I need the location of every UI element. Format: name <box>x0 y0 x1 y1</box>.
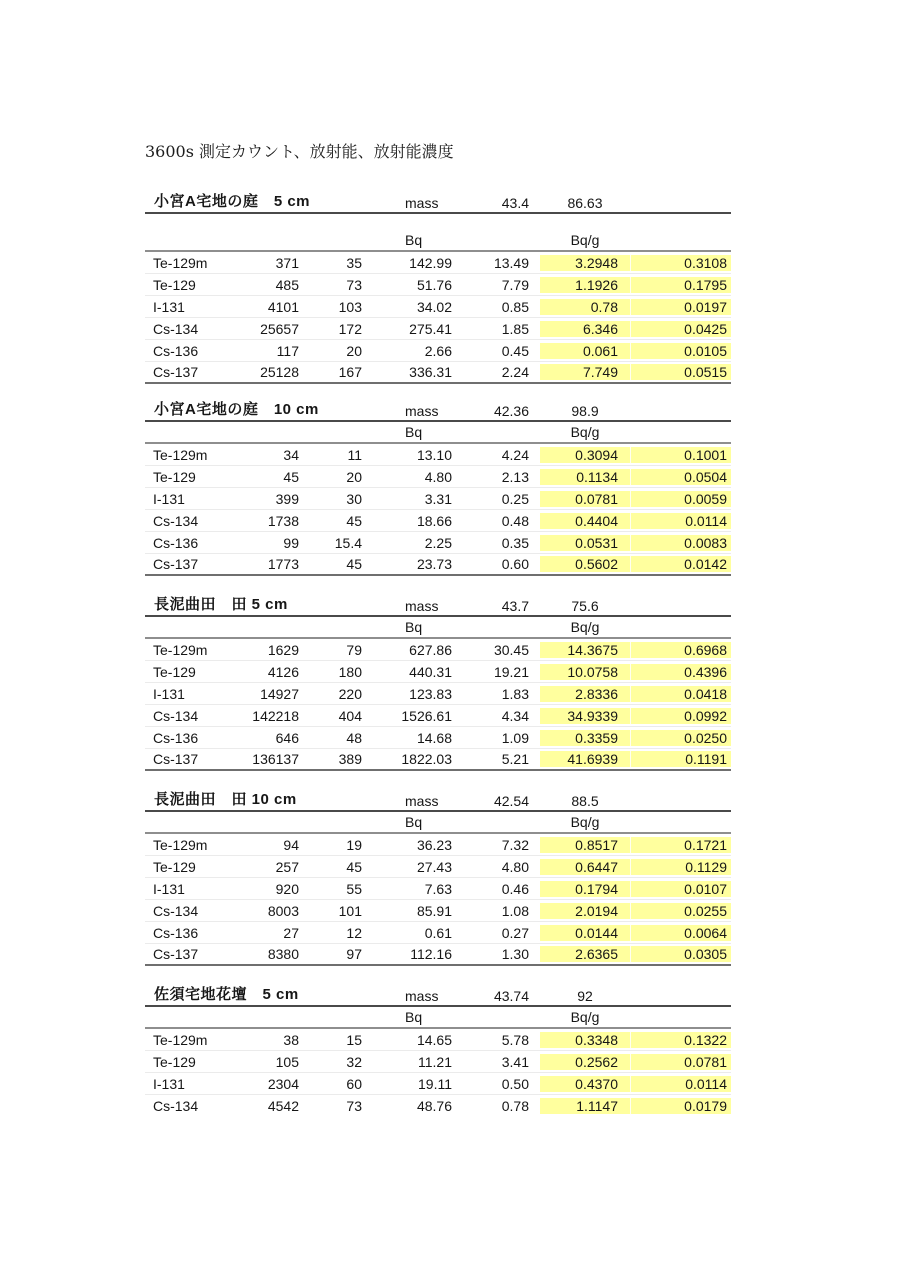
bq-value: 27.43 <box>416 858 452 875</box>
mass-value-1: 43.74 <box>493 988 529 1004</box>
counts-value: 485 <box>275 276 299 293</box>
counts-error-value: 60 <box>346 1075 362 1092</box>
bq-per-g-error-value: 0.0515 <box>630 364 731 380</box>
bq-per-g-unit-label: Bq/g <box>570 619 600 635</box>
bq-per-g-value: 6.346 <box>540 321 630 337</box>
bq-per-g-value: 0.3359 <box>540 730 630 746</box>
bq-per-g-error-value: 0.1322 <box>630 1032 731 1048</box>
counts-error-value: 15.4 <box>334 534 362 551</box>
bq-unit-label: Bq <box>405 232 423 248</box>
units-row <box>145 617 731 639</box>
counts-error-value: 45 <box>346 556 362 572</box>
nuclide-label: I-131 <box>153 298 185 315</box>
table-row <box>145 488 731 510</box>
bq-per-g-value: 0.1134 <box>540 469 630 485</box>
counts-value: 45 <box>283 468 299 485</box>
table-row <box>145 466 731 488</box>
counts-value: 105 <box>275 1053 299 1070</box>
bq-per-g-error-value: 0.0305 <box>630 946 731 962</box>
bq-error-value: 0.60 <box>501 556 529 572</box>
counts-error-value: 45 <box>346 512 362 529</box>
bq-unit-label: Bq <box>405 814 423 830</box>
mass-value-2: 75.6 <box>571 598 599 614</box>
counts-error-value: 12 <box>346 924 362 941</box>
counts-error-value: 48 <box>346 729 362 746</box>
bq-per-g-unit-label: Bq/g <box>570 232 600 248</box>
mass-label: mass <box>405 403 439 419</box>
table-row <box>145 683 731 705</box>
bq-value: 51.76 <box>416 276 452 293</box>
nuclide-label: Te-129m <box>153 641 208 658</box>
nuclide-label: Cs-136 <box>153 342 199 359</box>
bq-error-value: 5.21 <box>501 751 529 767</box>
counts-value: 136137 <box>252 751 299 767</box>
counts-value: 14927 <box>260 685 299 702</box>
bq-value: 85.91 <box>416 902 452 919</box>
counts-value: 1738 <box>267 512 299 529</box>
bq-value: 1526.61 <box>401 707 452 724</box>
bq-value: 4.80 <box>424 468 452 485</box>
bq-error-value: 19.21 <box>493 663 529 680</box>
nuclide-label: I-131 <box>153 685 185 702</box>
counts-error-value: 35 <box>346 254 362 271</box>
bq-error-value: 2.24 <box>501 364 529 380</box>
table-row <box>145 318 731 340</box>
counts-value: 2304 <box>267 1075 299 1092</box>
nuclide-label: Cs-137 <box>153 946 199 962</box>
counts-error-value: 172 <box>338 320 362 337</box>
bq-value: 336.31 <box>409 364 452 380</box>
bq-per-g-error-value: 0.0504 <box>630 469 731 485</box>
bq-error-value: 0.35 <box>501 534 529 551</box>
bq-per-g-value: 0.0781 <box>540 491 630 507</box>
table-row <box>145 1051 731 1073</box>
counts-error-value: 167 <box>338 364 362 380</box>
counts-error-value: 404 <box>338 707 362 724</box>
bq-error-value: 3.41 <box>501 1053 529 1070</box>
bq-error-value: 5.78 <box>501 1031 529 1048</box>
bq-per-g-value: 0.2562 <box>540 1054 630 1070</box>
counts-value: 4126 <box>267 663 299 680</box>
bq-value: 627.86 <box>409 641 452 658</box>
counts-error-value: 55 <box>346 880 362 897</box>
nuclide-label: I-131 <box>153 490 185 507</box>
counts-error-value: 20 <box>346 342 362 359</box>
table-header-row <box>145 398 731 422</box>
bq-per-g-value: 0.78 <box>540 299 630 315</box>
counts-value: 34 <box>283 446 299 463</box>
counts-value: 99 <box>283 534 299 551</box>
bq-per-g-error-value: 0.0064 <box>630 925 731 941</box>
bq-per-g-value: 41.6939 <box>540 751 630 767</box>
nuclide-label: I-131 <box>153 1075 185 1092</box>
counts-error-value: 97 <box>346 946 362 962</box>
bq-error-value: 0.45 <box>501 342 529 359</box>
bq-value: 13.10 <box>416 446 452 463</box>
bq-value: 112.16 <box>410 946 452 962</box>
site-label: 長泥曲田 田 10 cm <box>154 791 297 808</box>
nuclide-label: Cs-134 <box>153 1098 199 1114</box>
counts-value: 142218 <box>252 707 299 724</box>
table-row <box>145 834 731 856</box>
counts-value: 94 <box>283 836 299 853</box>
bq-per-g-error-value: 0.0179 <box>630 1098 731 1114</box>
counts-value: 1773 <box>267 556 299 572</box>
table-row <box>145 554 731 576</box>
bq-per-g-error-value: 0.0105 <box>630 343 731 359</box>
bq-per-g-error-value: 0.6968 <box>630 642 731 658</box>
counts-error-value: 73 <box>346 276 362 293</box>
mass-value-1: 42.54 <box>493 793 529 809</box>
table-row <box>145 661 731 683</box>
bq-per-g-value: 2.6365 <box>540 946 630 962</box>
bq-per-g-value: 0.8517 <box>540 837 630 853</box>
counts-value: 920 <box>275 880 299 897</box>
table-header-row <box>145 788 731 812</box>
counts-value: 8380 <box>267 946 299 962</box>
table-row <box>145 878 731 900</box>
table-row <box>145 705 731 727</box>
bq-error-value: 0.50 <box>501 1075 529 1092</box>
bq-error-value: 0.25 <box>501 490 529 507</box>
bq-per-g-value: 14.3675 <box>540 642 630 658</box>
bq-per-g-error-value: 0.0425 <box>630 321 731 337</box>
nuclide-label: Te-129 <box>153 663 196 680</box>
bq-per-g-error-value: 0.1001 <box>630 447 731 463</box>
counts-error-value: 20 <box>346 468 362 485</box>
nuclide-label: Te-129m <box>153 1031 208 1048</box>
mass-label: mass <box>405 793 439 809</box>
units-row <box>145 812 731 834</box>
bq-per-g-error-value: 0.0250 <box>630 730 731 746</box>
bq-value: 3.31 <box>424 490 452 507</box>
counts-value: 257 <box>275 858 299 875</box>
bq-value: 123.83 <box>409 685 452 702</box>
site-label: 小宮A宅地の庭 10 cm <box>154 401 319 418</box>
bq-per-g-error-value: 0.0197 <box>630 299 731 315</box>
bq-per-g-value: 34.9339 <box>540 708 630 724</box>
counts-value: 399 <box>275 490 299 507</box>
counts-value: 27 <box>283 924 299 941</box>
mass-value-2: 92 <box>577 988 593 1004</box>
counts-error-value: 73 <box>346 1098 362 1114</box>
bq-value: 275.41 <box>409 320 452 337</box>
bq-error-value: 0.27 <box>501 924 529 941</box>
measurement-table <box>145 190 731 384</box>
bq-error-value: 0.85 <box>501 298 529 315</box>
counts-value: 371 <box>275 254 299 271</box>
nuclide-label: Cs-134 <box>153 320 199 337</box>
bq-per-g-value: 0.0144 <box>540 925 630 941</box>
bq-per-g-error-value: 0.0142 <box>630 556 731 572</box>
bq-value: 36.23 <box>416 836 452 853</box>
bq-error-value: 0.48 <box>501 512 529 529</box>
bq-per-g-error-value: 0.4396 <box>630 664 731 680</box>
bq-per-g-error-value: 0.1129 <box>630 859 731 875</box>
mass-value-1: 43.7 <box>501 598 529 614</box>
counts-error-value: 101 <box>338 902 362 919</box>
tables-container <box>145 190 731 1134</box>
bq-error-value: 7.79 <box>501 276 529 293</box>
document-title: 3600s 測定カウント、放射能、放射能濃度 <box>145 142 454 161</box>
bq-error-value: 2.13 <box>501 468 529 485</box>
table-row <box>145 274 731 296</box>
bq-per-g-value: 0.061 <box>540 343 630 359</box>
counts-value: 117 <box>276 342 299 359</box>
counts-value: 25128 <box>260 364 299 380</box>
nuclide-label: Cs-136 <box>153 729 199 746</box>
mass-label: mass <box>405 988 439 1004</box>
bq-value: 2.66 <box>424 342 452 359</box>
bq-error-value: 4.24 <box>501 446 529 463</box>
table-row <box>145 900 731 922</box>
bq-per-g-error-value: 0.0114 <box>630 1076 731 1092</box>
bq-unit-label: Bq <box>405 1009 423 1025</box>
table-row <box>145 749 731 771</box>
table-row <box>145 1095 731 1117</box>
bq-per-g-error-value: 0.1721 <box>630 837 731 853</box>
bq-per-g-unit-label: Bq/g <box>570 1009 600 1025</box>
bq-per-g-value: 0.4370 <box>540 1076 630 1092</box>
bq-value: 19.11 <box>418 1075 452 1092</box>
bq-error-value: 1.08 <box>501 902 529 919</box>
bq-per-g-unit-label: Bq/g <box>570 814 600 830</box>
bq-value: 14.68 <box>416 729 452 746</box>
bq-per-g-error-value: 0.0083 <box>630 535 731 551</box>
bq-per-g-value: 0.3348 <box>540 1032 630 1048</box>
table-row <box>145 340 731 362</box>
bq-per-g-unit-label: Bq/g <box>570 424 600 440</box>
bq-error-value: 1.09 <box>501 729 529 746</box>
counts-error-value: 45 <box>346 858 362 875</box>
site-label: 長泥曲田 田 5 cm <box>154 596 288 613</box>
bq-per-g-error-value: 0.0992 <box>630 708 731 724</box>
bq-error-value: 1.83 <box>501 685 529 702</box>
nuclide-label: Te-129 <box>153 1053 196 1070</box>
nuclide-label: Te-129m <box>153 836 208 853</box>
mass-label: mass <box>405 598 439 614</box>
table-row <box>145 922 731 944</box>
mass-value-2: 86.63 <box>567 195 603 211</box>
counts-error-value: 389 <box>338 751 362 767</box>
bq-per-g-error-value: 0.0107 <box>630 881 731 897</box>
bq-per-g-value: 2.8336 <box>540 686 630 702</box>
bq-value: 48.76 <box>416 1098 452 1114</box>
bq-value: 23.73 <box>416 556 452 572</box>
site-label: 佐須宅地花壇 5 cm <box>154 986 299 1003</box>
measurement-table <box>145 983 731 1117</box>
bq-unit-label: Bq <box>405 424 423 440</box>
table-row <box>145 362 731 384</box>
bq-per-g-value: 1.1147 <box>540 1098 630 1114</box>
mass-value-1: 42.36 <box>493 403 529 419</box>
table-row <box>145 532 731 554</box>
bq-error-value: 13.49 <box>493 254 529 271</box>
bq-value: 11.21 <box>418 1053 452 1070</box>
measurement-table <box>145 398 731 576</box>
site-label: 小宮A宅地の庭 5 cm <box>154 193 311 210</box>
bq-per-g-value: 0.1794 <box>540 881 630 897</box>
nuclide-label: Cs-134 <box>153 512 199 529</box>
units-row <box>145 214 731 252</box>
counts-error-value: 180 <box>338 663 362 680</box>
bq-value: 1822.03 <box>401 751 452 767</box>
mass-value-2: 88.5 <box>571 793 599 809</box>
counts-error-value: 220 <box>338 685 362 702</box>
nuclide-label: Te-129m <box>153 446 208 463</box>
counts-error-value: 15 <box>346 1031 362 1048</box>
bq-per-g-value: 0.4404 <box>540 513 630 529</box>
counts-error-value: 11 <box>347 446 362 463</box>
bq-per-g-value: 0.3094 <box>540 447 630 463</box>
bq-per-g-error-value: 0.3108 <box>630 255 731 271</box>
mass-value-2: 98.9 <box>571 403 599 419</box>
table-row <box>145 296 731 318</box>
bq-value: 2.25 <box>424 534 452 551</box>
counts-value: 38 <box>283 1031 299 1048</box>
table-row <box>145 727 731 749</box>
bq-value: 440.31 <box>409 663 452 680</box>
table-row <box>145 510 731 532</box>
nuclide-label: Cs-136 <box>153 924 199 941</box>
nuclide-label: Cs-136 <box>153 534 199 551</box>
counts-error-value: 79 <box>346 641 362 658</box>
bq-per-g-value: 3.2948 <box>540 255 630 271</box>
bq-value: 18.66 <box>416 512 452 529</box>
counts-error-value: 19 <box>346 836 362 853</box>
bq-error-value: 4.80 <box>501 858 529 875</box>
measurement-table <box>145 593 731 771</box>
bq-error-value: 7.32 <box>501 836 529 853</box>
bq-per-g-error-value: 0.0418 <box>630 686 731 702</box>
nuclide-label: I-131 <box>153 880 185 897</box>
bq-error-value: 4.34 <box>501 707 529 724</box>
nuclide-label: Te-129 <box>153 276 196 293</box>
bq-per-g-error-value: 0.0114 <box>630 513 731 529</box>
bq-per-g-value: 2.0194 <box>540 903 630 919</box>
units-row <box>145 1007 731 1029</box>
table-row <box>145 444 731 466</box>
bq-per-g-value: 0.6447 <box>540 859 630 875</box>
units-row <box>145 422 731 444</box>
bq-per-g-error-value: 0.1191 <box>630 751 731 767</box>
bq-error-value: 1.30 <box>501 946 529 962</box>
bq-per-g-error-value: 0.0059 <box>630 491 731 507</box>
bq-per-g-value: 0.0531 <box>540 535 630 551</box>
bq-error-value: 0.46 <box>501 880 529 897</box>
bq-per-g-value: 1.1926 <box>540 277 630 293</box>
table-row <box>145 944 731 966</box>
bq-error-value: 0.78 <box>501 1098 529 1114</box>
counts-value: 646 <box>275 729 299 746</box>
counts-value: 8003 <box>267 902 299 919</box>
bq-per-g-error-value: 0.0781 <box>630 1054 731 1070</box>
counts-error-value: 103 <box>338 298 362 315</box>
mass-label: mass <box>405 195 439 211</box>
measurement-table <box>145 788 731 966</box>
nuclide-label: Cs-137 <box>153 364 199 380</box>
bq-value: 0.61 <box>424 924 452 941</box>
bq-per-g-value: 10.0758 <box>540 664 630 680</box>
bq-per-g-error-value: 0.1795 <box>630 277 731 293</box>
table-row <box>145 1073 731 1095</box>
bq-error-value: 30.45 <box>493 641 529 658</box>
counts-value: 25657 <box>260 320 299 337</box>
nuclide-label: Cs-137 <box>153 751 199 767</box>
nuclide-label: Cs-134 <box>153 707 199 724</box>
nuclide-label: Te-129m <box>153 254 208 271</box>
counts-value: 1629 <box>267 641 299 658</box>
bq-per-g-value: 7.749 <box>540 364 630 380</box>
table-row <box>145 856 731 878</box>
nuclide-label: Cs-137 <box>153 556 199 572</box>
counts-value: 4101 <box>267 298 299 315</box>
table-header-row <box>145 983 731 1007</box>
bq-unit-label: Bq <box>405 619 423 635</box>
mass-value-1: 43.4 <box>501 195 529 211</box>
table-header-row <box>145 593 731 617</box>
table-row <box>145 639 731 661</box>
bq-per-g-value: 0.5602 <box>540 556 630 572</box>
table-row <box>145 252 731 274</box>
bq-value: 7.63 <box>424 880 452 897</box>
nuclide-label: Cs-134 <box>153 902 199 919</box>
counts-error-value: 32 <box>346 1053 362 1070</box>
nuclide-label: Te-129 <box>153 858 196 875</box>
counts-value: 4542 <box>267 1098 299 1114</box>
table-header-row <box>145 190 731 214</box>
bq-per-g-error-value: 0.0255 <box>630 903 731 919</box>
bq-value: 14.65 <box>416 1031 452 1048</box>
table-row <box>145 1029 731 1051</box>
bq-value: 34.02 <box>416 298 452 315</box>
bq-value: 142.99 <box>409 254 452 271</box>
bq-error-value: 1.85 <box>501 320 529 337</box>
counts-error-value: 30 <box>346 490 362 507</box>
nuclide-label: Te-129 <box>153 468 196 485</box>
